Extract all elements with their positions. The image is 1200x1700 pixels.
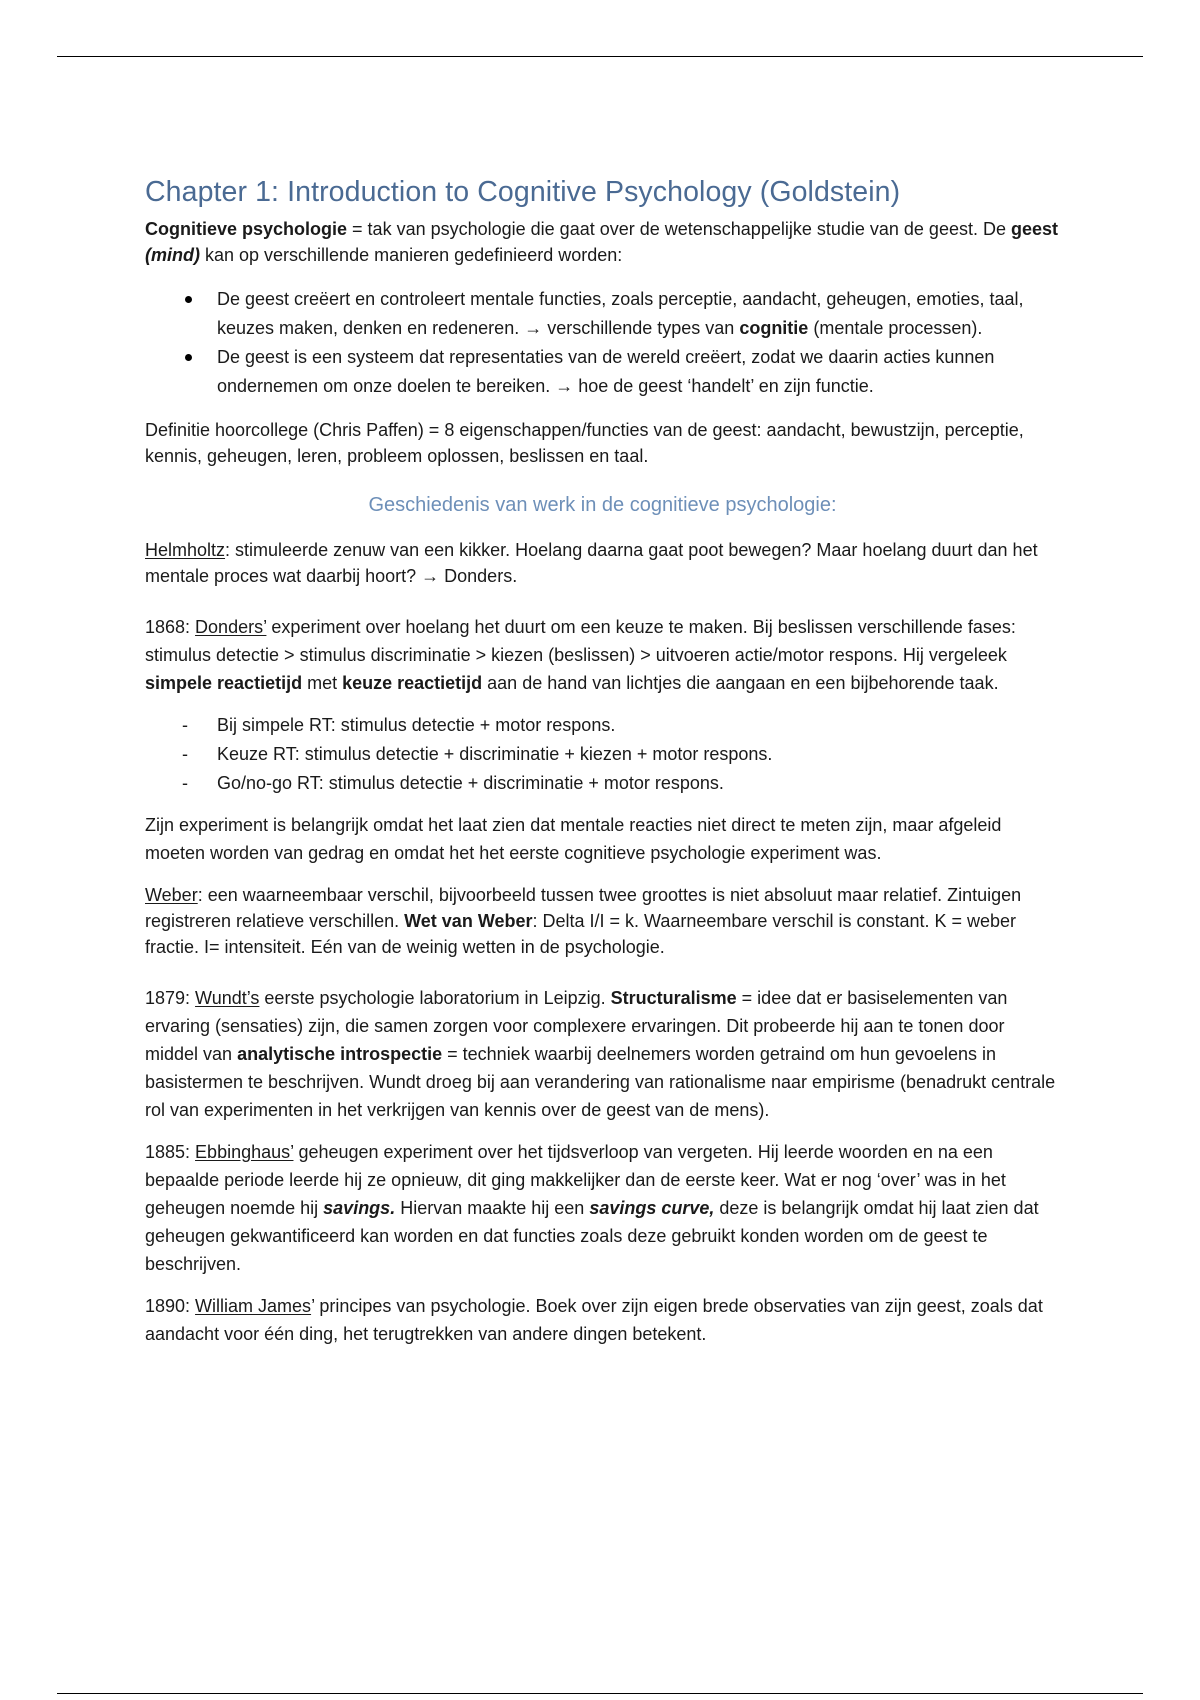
intro-paragraph: Cognitieve psychologie = tak van psychologie die gaat over de wetenschappelijke studie van de geest. De geest (mind) kan op verschillende manieren gedefinieerd worden: [145,219,1059,265]
donders-paragraph: 1868: Donders’ experiment over hoelang het duurt om een keuze te maken. Bij beslissen verschillende fases: stimulus detectie > stimulus discriminatie > kiezen (beslissen) > uitvoeren actie/motor respons. Hij vergeleek simpele reactietijd met keuze reactietijd aan de hand van lichtjes die aangaan en een bijbehorende taak. [145,617,1016,693]
list-item: - Bij simpele RT: stimulus detectie + motor respons. [145,711,1060,740]
list-item: De geest is een systeem dat representaties van de wereld creëert, zodat we daarin acties kunnen ondernemen om onze doelen te bereiken. → hoe de geest ‘handelt’ en zijn functie. [145,343,1060,401]
wundt-paragraph: 1879: Wundt’s eerste psychologie laboratorium in Leipzig. Structuralisme = idee dat er basiselementen van ervaring (sensaties) zijn, die samen zorgen voor complexere ervaringen. Dit probeerde hij aan te tonen door middel van analytische introspectie = techniek waarbij deelnemers worden getraind om hun gevoelens in basistermen te beschrijven. Wundt droeg bij aan verandering van rationalisme naar empirisme (benadrukt centrale rol van experimenten in het verkrijgen van kennis over de geest van de mens). [145,988,1056,1120]
helmholtz-paragraph: Helmholtz: stimuleerde zenuw van een kikker. Hoelang daarna gaat poot bewegen? Maar hoelang duurt dan het mentale proces wat daarbij hoort? → Donders. [145,540,1038,586]
reaction-time-list [145,711,1060,798]
section-heading: Geschiedenis van werk in de cognitieve psychologie: [368,494,837,516]
donders-conclusion: Zijn experiment is belangrijk omdat het laat zien dat mentale reacties niet direct te meten zijn, maar afgeleid moeten worden van gedrag en omdat het het eerste cognitieve psychologie experiment was. [145,815,1002,863]
james-paragraph: 1890: William James’ principes van psychologie. Boek over zijn eigen brede observaties van zijn geest, zoals dat aandacht voor één ding, het terugtrekken van andere dingen betekent. [145,1296,1043,1344]
ebbinghaus-paragraph: 1885: Ebbinghaus’ geheugen experiment over het tijdsverloop van vergeten. Hij leerde woorden en na een bepaalde periode leerde hij ze opnieuw, dit ging makkelijker dan de eerste keer. Wat er nog ‘over’ was in het geheugen noemde hij savings. Hiervan maakte hij een savings curve, deze is belangrijk omdat hij laat zien dat geheugen gekwantificeerd kan worden en dat functies zoals deze gebruikt konden worden om de geest te beschrijven. [145,1142,1039,1274]
list-item: - Keuze RT: stimulus detectie + discriminatie + kiezen + motor respons. [145,740,1060,769]
definition-paragraph: Definitie hoorcollege (Chris Paffen) = 8 eigenschappen/functies van de geest: aandacht, bewustzijn, perceptie, kennis, geheugen, leren, probleem oplossen, beslissen en taal. [145,420,1024,466]
weber-paragraph: Weber: een waarneembaar verschil, bijvoorbeeld tussen twee groottes is niet absoluut maar relatief. Zintuigen registreren relatieve verschillen. Wet van Weber: Delta I/I = k. Waarneembare verschil is constant. K = weber fractie. I= intensiteit. Eén van de weinig wetten in de psychologie. [145,885,1022,957]
mind-definitions-list [145,285,1060,401]
bottom-rule [57,1693,1143,1694]
chapter-title: Chapter 1: Introduction to Cognitive Psychology (Goldstein) [145,176,901,208]
list-item: De geest creëert en controleert mentale functies, zoals perceptie, aandacht, geheugen, emoties, taal, keuzes maken, denken en redeneren. → verschillende types van cognitie (mentale processen). [145,285,1060,343]
top-rule [57,56,1143,57]
list-item: - Go/no-go RT: stimulus detectie + discriminatie + motor respons. [145,769,1060,798]
document-body [145,172,1060,1348]
